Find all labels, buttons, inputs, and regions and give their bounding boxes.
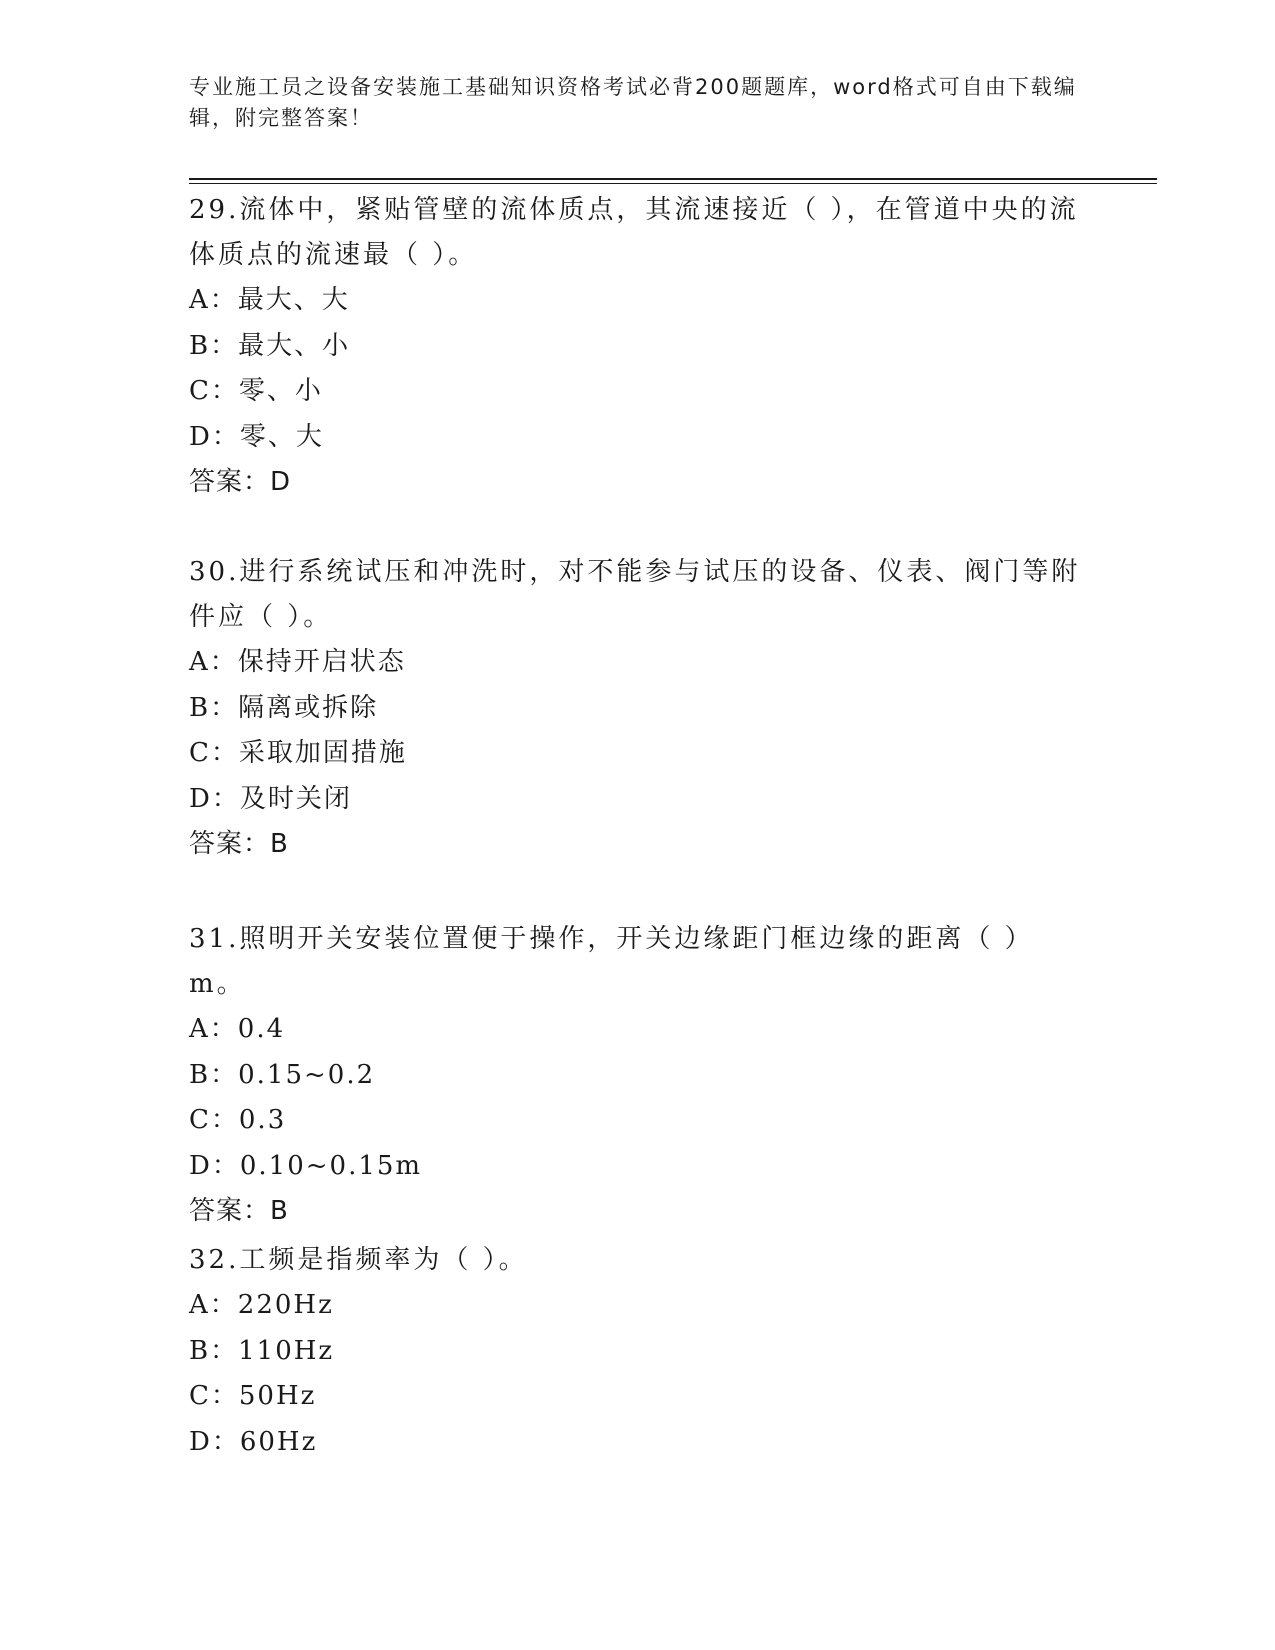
question-29 — [189, 188, 1089, 505]
option-d: D：及时关闭 — [189, 783, 352, 814]
header-divider-thin — [189, 183, 1157, 184]
question-stem: 29.流体中，紧贴管壁的流体质点，其流速接近（ ），在管道中央的流体质点的流速最（ ）。 — [189, 195, 1079, 270]
option-b: B：0.15~0.2 — [189, 1059, 376, 1090]
document-header: 专业施工员之设备安装施工基础知识资格考试必背200题题库，word格式可自由下载编辑，附完整答案！ — [189, 75, 1077, 130]
option-c: C：0.3 — [189, 1105, 287, 1135]
option-b: B：最大、小 — [189, 330, 351, 361]
option-b: B：隔离或拆除 — [189, 692, 379, 723]
option-d: D：0.10~0.15m — [189, 1150, 423, 1181]
option-d: D：零、大 — [189, 421, 324, 452]
option-c: C：50Hz — [189, 1381, 317, 1411]
option-a: A：保持开启状态 — [189, 647, 406, 677]
option-c: C：零、小 — [189, 376, 323, 406]
answer-label: 答案：B — [189, 829, 289, 859]
question-stem: 30.进行系统试压和冲洗时，对不能参与试压的设备、仪表、阀门等附件应（ ）。 — [189, 557, 1081, 632]
option-d: D：60Hz — [189, 1426, 318, 1457]
question-31 — [189, 917, 1089, 1234]
option-a: A：220Hz — [189, 1290, 334, 1320]
question-stem: 31.照明开关安装位置便于操作，开关边缘距门框边缘的距离（ ）m。 — [189, 924, 1034, 999]
answer-label: 答案：B — [189, 1196, 289, 1226]
header-divider-thick — [189, 178, 1157, 180]
question-stem: 32.工频是指频率为（ ）。 — [189, 1245, 528, 1275]
question-30 — [189, 550, 1089, 867]
option-b: B：110Hz — [189, 1335, 335, 1366]
option-c: C：采取加固措施 — [189, 738, 407, 768]
question-32 — [189, 1238, 1089, 1465]
option-a: A：0.4 — [189, 1014, 286, 1044]
option-a: A：最大、大 — [189, 285, 350, 315]
answer-label: 答案：D — [189, 467, 292, 497]
